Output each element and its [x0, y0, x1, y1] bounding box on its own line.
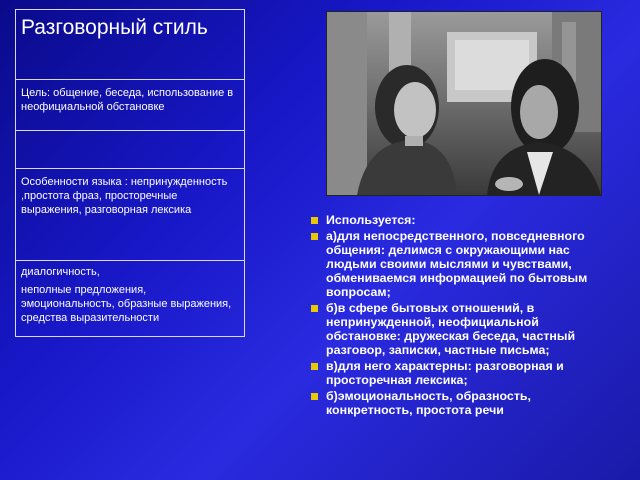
- usage-bullet-list: [310, 213, 610, 419]
- bullet-item-v: в)для него характерны: разговорная и просторечная лексика;: [310, 359, 610, 387]
- goal-cell: Цель: общение, беседа, использование в неофициальной обстановке: [16, 80, 244, 131]
- table-title: Разговорный стиль: [16, 10, 244, 80]
- photo-image: [327, 12, 601, 195]
- bullet-item-b: б)в сфере бытовых отношений, в непринужденной, неофициальной обстановке: дружеская беседа, частный разговор, записки, частные письма;: [310, 301, 610, 357]
- bullet-item-a: а)для непосредственного, повседневного общения: делимся с окружающими нас людьми своими мыслями и чувствами, обмениваемся информацией по бытовым вопросам;: [310, 229, 610, 299]
- features-cell: Особенности языка : непринужденность ,простота фраз, просторечные выражения, разговорная лексика: [16, 169, 244, 261]
- dialog-cell: [16, 261, 244, 336]
- empty-cell: [16, 131, 244, 169]
- dialog-line-2: неполные предложения, эмоциональность, образные выражения, средства выразительности: [21, 284, 232, 324]
- two-women-talking-photo: [326, 11, 602, 196]
- style-info-table: [15, 9, 245, 337]
- bullet-item-heading: Используется:: [310, 213, 610, 227]
- dialog-line-1: диалогичность,: [21, 266, 100, 278]
- bullet-item-b2: б)эмоциональность, образность, конкретность, простота речи: [310, 389, 610, 417]
